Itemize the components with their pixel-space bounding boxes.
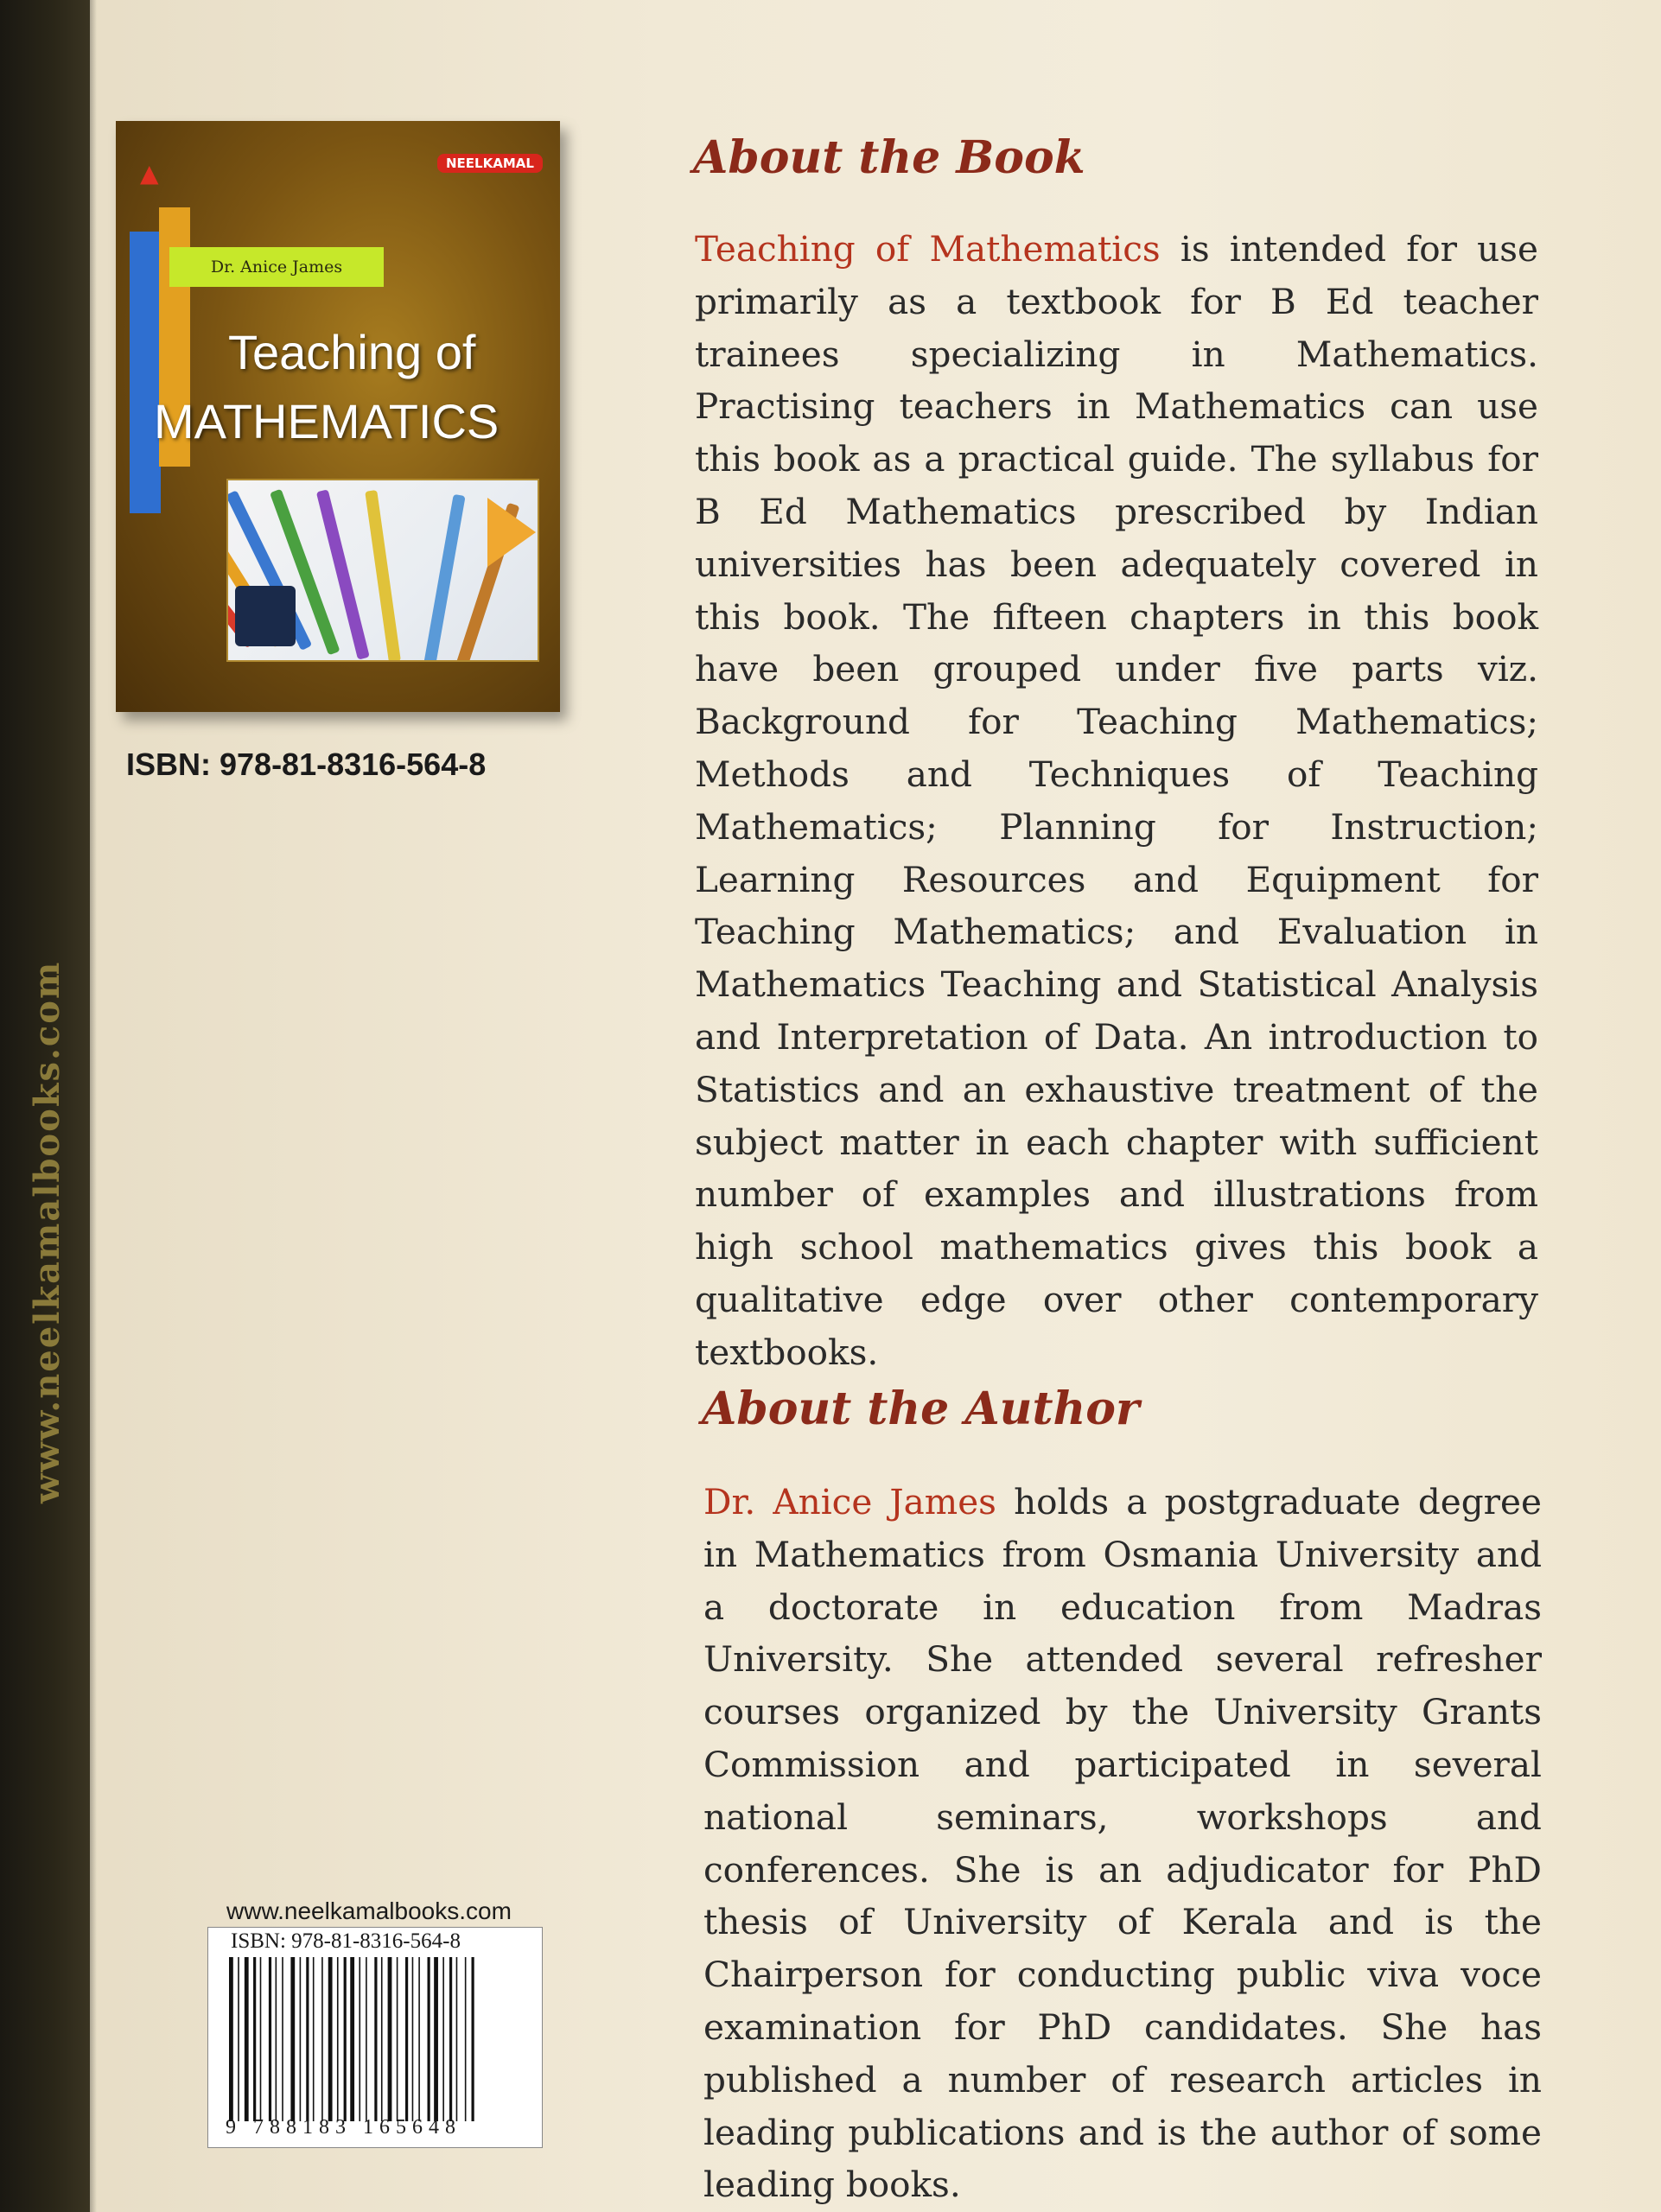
cover-thumbnail (116, 121, 560, 712)
barcode-bars (229, 1957, 525, 2121)
cover-title-line2: MATHEMATICS (154, 394, 500, 448)
cover-publisher-badge: NEELKAMAL (437, 154, 543, 173)
cover-title-line1: Teaching of (228, 325, 476, 379)
about-book-body: is intended for use primarily as a textbook for B Ed teacher trainees specializing in Mathematics. Practising teachers in Mathematics can use this book as a practical guide. The syllabus for B Ed Mathematics prescribed by Indian universities has been adequately covered in this book. The fifteen chapters in this book have been grouped under five parts viz. Background for Teaching Mathematics; Methods and Techniques of Teaching Mathematics; Planning for Instruction; Learning Resources and Equipment for Teaching Mathematics; and Evaluation in Mathematics Teaching and Statistical Analysis and Interpretation of Data. An introduction to Statistics and an exhaustive treatment of the subject matter in each chapter with sufficient number of examples and illustrations from high school mathematics gives this book a qualitative edge over other contemporary textbooks. (695, 228, 1538, 1373)
about-author-heading: About the Author (702, 1382, 1140, 1435)
about-book-highlight: Teaching of Mathematics (695, 228, 1161, 270)
pencil-shape (423, 494, 466, 662)
cover-author: Dr. Anice James (169, 247, 384, 287)
about-book-text (695, 223, 1538, 1379)
barcode-isbn: ISBN: 978-81-8316-564-8 (231, 1929, 461, 1953)
spine-url: www.neelkamalbooks.com (27, 960, 67, 1503)
about-author-body: holds a postgraduate degree in Mathematics from Osmania University and a doctorate in education from Madras University. She attended several refresher courses organized by the University Grants Commission and participated in several national seminars, workshops and conferences. She is an adjudicator for PhD thesis of University of Kerala and is the Chairperson for conducting public viva voce examination for PhD candidates. She has published a number of research articles in leading publications and is the author of some leading books. (703, 1481, 1542, 2206)
barcode-block (207, 1927, 543, 2148)
about-author-text (703, 1476, 1542, 2211)
isbn-label: ISBN: 978-81-8316-564-8 (126, 747, 487, 782)
about-author-highlight: Dr. Anice James (703, 1481, 996, 1522)
triangle-ruler-icon (487, 498, 536, 567)
dice-shape (235, 586, 296, 646)
barcode-digits: 9 788183 165648 (226, 2116, 461, 2139)
publisher-logo-icon: ▲ (140, 159, 159, 188)
cover-blue-stripe (130, 232, 161, 513)
about-book-heading: About the Book (693, 131, 1085, 184)
cover-pencils-image (226, 479, 539, 662)
barcode-url: www.neelkamalbooks.com (226, 1897, 512, 1924)
spine-shadow (90, 0, 97, 2212)
pencil-shape (365, 490, 401, 662)
